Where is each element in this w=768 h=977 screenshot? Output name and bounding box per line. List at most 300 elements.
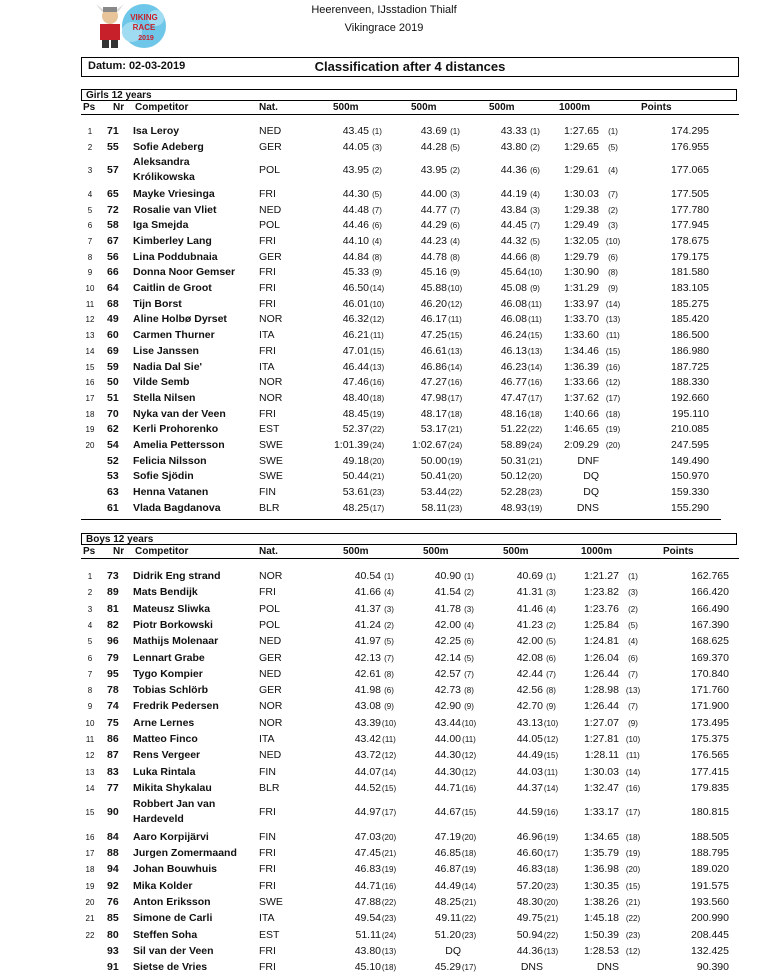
time-1000m-cell: 1:21.27 xyxy=(583,570,619,582)
time-1000m-cell: 1:28.53 xyxy=(583,944,619,957)
time-500m-2-cell: 41.54 xyxy=(434,586,461,599)
table-row xyxy=(81,298,739,314)
rank-500m-2-cell: (18) xyxy=(447,409,463,419)
rank-1000m-cell: (5) xyxy=(608,142,618,152)
table-row xyxy=(81,668,739,684)
nation-cell: ITA xyxy=(259,912,275,925)
table-row xyxy=(81,219,739,235)
rank-1000m-cell: (2) xyxy=(608,205,618,215)
time-500m-1-cell: 44.71 xyxy=(354,879,381,892)
time-500m-2-cell: 44.00 xyxy=(434,733,461,745)
number-cell: 92 xyxy=(107,879,119,892)
table-row xyxy=(81,282,739,298)
rank-500m-3-cell: (3) xyxy=(530,205,540,215)
rank-500m-3-cell: (16) xyxy=(527,378,543,388)
competitor-cell: Simone de Carli xyxy=(133,912,213,925)
table-row xyxy=(81,635,739,651)
rank-1000m-cell: (21) xyxy=(625,898,641,907)
rank-1000m-cell: (9) xyxy=(628,718,638,728)
time-500m-1-cell: 46.44 xyxy=(342,360,369,373)
rank-500m-3-cell: (11) xyxy=(528,315,542,325)
rank-500m-1-cell: (19) xyxy=(381,865,397,875)
nation-cell: FRI xyxy=(259,879,276,892)
time-500m-1-cell: 42.61 xyxy=(354,667,381,680)
column-header-row xyxy=(81,101,739,115)
position-cell: 8 xyxy=(87,252,93,262)
rank-1000m-cell: (15) xyxy=(625,881,641,891)
position-cell: 3 xyxy=(87,166,93,176)
rank-500m-1-cell: (18) xyxy=(369,393,385,403)
rank-500m-1-cell: (11) xyxy=(382,735,396,744)
time-500m-2-cell: 44.71 xyxy=(434,781,461,794)
rank-500m-2-cell: (13) xyxy=(447,346,463,356)
rank-1000m-cell: (8) xyxy=(608,268,618,278)
rank-500m-3-cell: (11) xyxy=(544,767,558,777)
competitor-cell: Mats Bendijk xyxy=(133,586,198,599)
points-cell: 149.490 xyxy=(671,454,709,467)
rank-1000m-cell: (1) xyxy=(608,127,618,136)
time-1000m-cell: DQ xyxy=(583,486,599,499)
nation-cell: BLR xyxy=(259,781,280,794)
rank-500m-2-cell: (20) xyxy=(447,472,463,482)
time-500m-2-cell: 42.25 xyxy=(434,635,461,648)
col-points: Points xyxy=(663,546,694,557)
time-1000m-cell: 1:27.07 xyxy=(583,716,619,729)
rank-500m-2-cell: (5) xyxy=(464,653,474,663)
time-1000m-cell: 1:45.18 xyxy=(583,912,619,925)
rank-500m-3-cell: (8) xyxy=(546,686,556,696)
col-500m-3: 500m xyxy=(489,102,515,113)
table-row xyxy=(81,329,739,345)
time-500m-3-cell: 44.36 xyxy=(500,164,527,177)
rank-500m-2-cell: (7) xyxy=(450,205,460,215)
nation-cell: FRI xyxy=(259,944,276,957)
time-1000m-cell: DQ xyxy=(583,470,599,483)
rank-500m-3-cell: (22) xyxy=(527,425,543,435)
number-cell: 64 xyxy=(107,282,119,294)
time-500m-2-cell: 45.29 xyxy=(434,961,461,974)
points-cell: 177.780 xyxy=(671,203,709,216)
points-cell: 174.295 xyxy=(671,125,709,137)
points-cell: 189.020 xyxy=(691,863,729,876)
time-1000m-cell: 1:24.81 xyxy=(583,635,619,648)
category-label: Boys 12 years xyxy=(81,533,737,545)
rank-500m-1-cell: (16) xyxy=(369,378,385,388)
rank-500m-2-cell: (23) xyxy=(461,930,477,940)
rank-500m-3-cell: (7) xyxy=(546,669,556,679)
points-cell: 177.505 xyxy=(671,187,709,200)
nation-cell: GER xyxy=(259,140,282,153)
time-500m-1-cell: 49.18 xyxy=(342,454,369,467)
rank-500m-1-cell: (18) xyxy=(381,963,397,973)
date-label: Datum: 02-03-2019 xyxy=(88,60,186,72)
number-cell: 62 xyxy=(107,423,119,436)
points-cell: 177.945 xyxy=(671,219,709,232)
time-1000m-cell: 1:29.61 xyxy=(563,164,599,177)
rank-500m-3-cell: (2) xyxy=(546,620,556,630)
number-cell: 58 xyxy=(107,219,119,232)
time-500m-1-cell: 46.21 xyxy=(342,329,369,342)
table-row xyxy=(81,782,739,798)
table-row xyxy=(81,717,739,733)
rank-500m-2-cell: (16) xyxy=(447,378,463,388)
points-cell: 159.330 xyxy=(671,486,709,499)
nation-cell: FIN xyxy=(259,486,276,499)
rank-500m-1-cell: (23) xyxy=(369,488,385,498)
time-1000m-cell: 1:34.46 xyxy=(563,344,599,357)
time-500m-1-cell: 46.32 xyxy=(342,313,369,326)
time-1000m-cell: 1:29.65 xyxy=(563,140,599,153)
time-1000m-cell: DNS xyxy=(576,501,599,514)
points-cell: 167.390 xyxy=(691,618,729,631)
position-cell: 9 xyxy=(87,268,93,278)
rank-500m-3-cell: (17) xyxy=(527,393,543,403)
number-cell: 77 xyxy=(107,781,119,794)
number-cell: 80 xyxy=(107,928,119,941)
number-cell: 96 xyxy=(107,635,119,648)
competitor-cell: Aleksandra Królikowska xyxy=(133,156,195,184)
rank-1000m-cell: (3) xyxy=(628,588,638,598)
competitor-cell: Rens Vergeer xyxy=(133,749,201,762)
rank-500m-1-cell: (20) xyxy=(381,832,397,842)
competitor-cell: Jurgen Zomermaand xyxy=(133,847,237,860)
position-cell: 12 xyxy=(85,315,95,325)
rank-500m-1-cell: (13) xyxy=(369,362,385,372)
nation-cell: NOR xyxy=(259,716,283,729)
points-cell: 191.575 xyxy=(691,879,729,892)
rank-1000m-cell: (22) xyxy=(625,914,641,924)
table-row xyxy=(81,486,739,502)
rank-500m-3-cell: (24) xyxy=(527,441,543,450)
time-500m-3-cell: 41.31 xyxy=(516,586,543,599)
competitor-cell: Tygo Kompier xyxy=(133,667,203,680)
time-500m-2-cell: 49.11 xyxy=(435,912,461,925)
rank-500m-1-cell: (10) xyxy=(381,718,397,728)
time-500m-2-cell: 43.69 xyxy=(420,125,447,137)
rank-500m-2-cell: (9) xyxy=(464,702,474,712)
points-cell: 179.835 xyxy=(691,781,729,794)
rank-500m-3-cell: (2) xyxy=(530,142,540,152)
time-500m-1-cell: 1:01.39 xyxy=(333,439,369,451)
rank-500m-3-cell: (4) xyxy=(530,189,540,199)
rank-500m-1-cell: (22) xyxy=(369,425,385,435)
time-500m-2-cell: 46.87 xyxy=(434,863,461,876)
time-500m-2-cell: 44.23 xyxy=(420,234,447,247)
rank-500m-1-cell: (1) xyxy=(372,127,382,136)
time-500m-2-cell: 42.00 xyxy=(434,618,461,631)
points-cell: 192.660 xyxy=(671,391,709,404)
rank-1000m-cell: (3) xyxy=(608,221,618,231)
rank-1000m-cell: (7) xyxy=(628,702,638,712)
nation-cell: ITA xyxy=(259,733,275,745)
time-500m-1-cell: 41.37 xyxy=(354,602,381,615)
rank-500m-1-cell: (21) xyxy=(369,472,385,482)
points-cell: 162.765 xyxy=(691,570,729,582)
time-1000m-cell: DNF xyxy=(577,454,599,467)
rank-500m-3-cell: (15) xyxy=(527,331,543,341)
rank-500m-2-cell: (21) xyxy=(461,898,477,907)
points-cell: 185.275 xyxy=(671,297,709,310)
competitor-cell: Lise Janssen xyxy=(133,344,199,357)
rank-500m-3-cell: (18) xyxy=(543,865,559,875)
time-500m-1-cell: 53.61 xyxy=(342,486,369,499)
table-row xyxy=(81,392,739,408)
table-row xyxy=(81,831,739,847)
time-500m-3-cell: 52.28 xyxy=(500,486,527,499)
rank-1000m-cell: (17) xyxy=(625,808,641,818)
number-cell: 52 xyxy=(107,454,119,467)
competitor-cell: Kimberley Lang xyxy=(133,234,212,247)
position-cell: 6 xyxy=(87,653,93,663)
rank-500m-3-cell: (6) xyxy=(546,653,556,663)
col-500m-1: 500m xyxy=(333,102,359,113)
rank-1000m-cell: (16) xyxy=(625,783,641,793)
rank-500m-2-cell: (14) xyxy=(447,362,463,372)
number-cell: 66 xyxy=(107,266,119,279)
nation-cell: POL xyxy=(259,164,281,177)
points-cell: 166.490 xyxy=(691,602,729,615)
column-header-row xyxy=(81,545,739,559)
rank-500m-3-cell: (16) xyxy=(543,808,559,818)
rank-500m-2-cell: (14) xyxy=(461,881,477,891)
rank-500m-1-cell: (2) xyxy=(384,620,394,630)
time-1000m-cell: 1:32.47 xyxy=(583,781,619,794)
time-500m-1-cell: 48.25 xyxy=(342,501,369,514)
time-500m-3-cell: 49.75 xyxy=(516,912,543,925)
points-cell: 188.330 xyxy=(671,376,709,389)
rank-500m-1-cell: (19) xyxy=(369,409,385,419)
number-cell: 87 xyxy=(107,749,119,762)
category-label: Girls 12 years xyxy=(81,89,737,101)
rank-1000m-cell: (17) xyxy=(605,393,621,403)
points-cell: 132.425 xyxy=(691,944,729,957)
nation-cell: POL xyxy=(259,618,281,631)
time-500m-1-cell: 48.40 xyxy=(342,391,369,404)
time-500m-2-cell: 47.98 xyxy=(420,391,447,404)
time-500m-1-cell: 47.45 xyxy=(354,847,381,860)
rank-1000m-cell: (1) xyxy=(628,572,638,581)
time-500m-2-cell: 44.77 xyxy=(420,203,447,216)
time-1000m-cell: 1:30.03 xyxy=(563,187,599,200)
time-500m-2-cell: 46.61 xyxy=(420,344,447,357)
number-cell: 78 xyxy=(107,684,119,697)
rank-500m-3-cell: (17) xyxy=(543,849,559,859)
time-500m-2-cell: 42.57 xyxy=(434,667,461,680)
position-cell: 8 xyxy=(87,686,93,696)
rank-500m-2-cell: (19) xyxy=(447,456,463,466)
time-1000m-cell: 1:26.44 xyxy=(583,700,619,713)
time-500m-3-cell: DNS xyxy=(520,961,543,974)
points-cell: 200.990 xyxy=(691,912,729,925)
number-cell: 74 xyxy=(107,700,119,713)
nation-cell: FRI xyxy=(259,297,276,310)
time-1000m-cell: 1:30.03 xyxy=(583,765,619,778)
rank-1000m-cell: (14) xyxy=(625,767,641,777)
position-cell: 1 xyxy=(87,572,93,581)
rank-1000m-cell: (6) xyxy=(628,653,638,663)
time-500m-1-cell: 47.46 xyxy=(342,376,369,389)
competitor-cell: Mathijs Molenaar xyxy=(133,635,219,648)
rank-500m-2-cell: (15) xyxy=(447,331,463,341)
number-cell: 54 xyxy=(107,439,119,451)
rank-500m-1-cell: (5) xyxy=(372,189,382,199)
table-row xyxy=(81,408,739,424)
time-500m-3-cell: 46.13 xyxy=(500,344,527,357)
col-nat: Nat. xyxy=(259,546,278,557)
rank-1000m-cell: (19) xyxy=(605,425,621,435)
points-cell: 186.980 xyxy=(671,344,709,357)
time-500m-1-cell: 47.03 xyxy=(354,830,381,843)
number-cell: 76 xyxy=(107,896,119,908)
rank-500m-3-cell: (1) xyxy=(530,127,540,136)
time-500m-3-cell: 45.64 xyxy=(500,266,527,279)
rank-500m-3-cell: (13) xyxy=(543,946,559,956)
rank-500m-3-cell: (10) xyxy=(527,268,543,278)
position-cell: 3 xyxy=(87,604,93,614)
table-row xyxy=(81,470,739,486)
number-cell: 67 xyxy=(107,234,119,247)
rank-500m-3-cell: (14) xyxy=(527,362,543,372)
rank-500m-1-cell: (4) xyxy=(384,588,394,598)
time-500m-1-cell: 43.42 xyxy=(354,733,381,745)
position-cell: 5 xyxy=(87,205,93,215)
rank-1000m-cell: (16) xyxy=(605,362,621,372)
rank-500m-3-cell: (5) xyxy=(530,236,540,246)
rank-500m-3-cell: (20) xyxy=(543,898,559,907)
table-row xyxy=(81,619,739,635)
rank-1000m-cell: (7) xyxy=(628,669,638,679)
position-cell: 22 xyxy=(85,930,95,940)
rank-500m-2-cell: (3) xyxy=(450,189,460,199)
number-cell: 83 xyxy=(107,765,119,778)
nation-cell: NED xyxy=(259,635,282,648)
competitor-cell: Mika Kolder xyxy=(133,879,193,892)
rank-1000m-cell: (12) xyxy=(605,378,621,388)
table-row xyxy=(81,423,739,439)
table-row xyxy=(81,188,739,204)
rank-500m-1-cell: (11) xyxy=(370,331,384,341)
points-cell: 168.625 xyxy=(691,635,729,648)
position-cell: 4 xyxy=(87,189,93,199)
table-row xyxy=(81,345,739,361)
number-cell: 57 xyxy=(107,164,119,177)
rank-500m-2-cell: (21) xyxy=(447,425,463,435)
nation-cell: EST xyxy=(259,928,280,941)
time-500m-3-cell: 44.32 xyxy=(500,234,527,247)
number-cell: 71 xyxy=(107,125,119,137)
position-cell: 7 xyxy=(87,669,93,679)
table-row xyxy=(81,863,739,879)
table-row xyxy=(81,929,739,945)
rank-500m-2-cell: (17) xyxy=(461,963,477,973)
time-1000m-cell: 1:30.35 xyxy=(583,879,619,892)
rank-500m-1-cell: (8) xyxy=(372,252,382,262)
position-cell: 17 xyxy=(85,393,95,403)
rank-500m-1-cell: (1) xyxy=(384,572,394,581)
position-cell: 11 xyxy=(85,735,95,744)
table-row xyxy=(81,266,739,282)
table-row xyxy=(81,896,739,912)
rank-500m-1-cell: (5) xyxy=(384,637,394,647)
rank-500m-1-cell: (14) xyxy=(369,284,385,293)
rank-500m-1-cell: (7) xyxy=(372,205,382,215)
time-500m-3-cell: 41.23 xyxy=(516,618,543,631)
divider xyxy=(81,519,721,520)
number-cell: 56 xyxy=(107,250,119,263)
col-1000m: 1000m xyxy=(581,546,613,557)
nation-cell: FRI xyxy=(259,586,276,599)
number-cell: 82 xyxy=(107,618,119,631)
table-row xyxy=(81,961,739,977)
position-cell: 17 xyxy=(85,849,95,859)
competitor-cell: Arne Lernes xyxy=(133,716,195,729)
rank-500m-2-cell: (5) xyxy=(450,142,460,152)
time-500m-3-cell: 48.16 xyxy=(500,407,527,420)
position-cell: 6 xyxy=(87,221,93,231)
time-500m-3-cell: 50.12 xyxy=(500,470,527,483)
time-1000m-cell: 1:34.65 xyxy=(583,830,619,843)
number-cell: 72 xyxy=(107,203,119,216)
table-row xyxy=(81,313,739,329)
time-500m-3-cell: 44.37 xyxy=(516,781,543,794)
time-500m-1-cell: 44.07 xyxy=(354,765,381,778)
rank-500m-2-cell: (4) xyxy=(464,620,474,630)
time-500m-3-cell: 43.84 xyxy=(500,203,527,216)
col-competitor: Competitor xyxy=(135,102,189,113)
position-cell: 14 xyxy=(85,346,95,356)
rank-1000m-cell: (12) xyxy=(625,946,641,956)
rank-500m-2-cell: (10) xyxy=(461,718,477,728)
time-1000m-cell: 1:36.39 xyxy=(563,360,599,373)
position-cell: 12 xyxy=(85,751,95,761)
nation-cell: GER xyxy=(259,684,282,697)
time-500m-2-cell: 50.00 xyxy=(420,454,447,467)
number-cell: 93 xyxy=(107,944,119,957)
time-500m-3-cell: 46.77 xyxy=(500,376,527,389)
nation-cell: ITA xyxy=(259,360,275,373)
points-cell: 90.390 xyxy=(696,961,729,974)
table-row xyxy=(81,125,739,141)
position-cell: 13 xyxy=(85,331,95,341)
time-500m-1-cell: 43.95 xyxy=(342,164,369,177)
competitor-cell: Sofie Sjödin xyxy=(133,470,194,483)
competitor-cell: Mateusz Sliwka xyxy=(133,602,211,615)
nation-cell: SWE xyxy=(259,896,283,908)
table-row xyxy=(81,502,739,518)
time-1000m-cell: 1:27.65 xyxy=(563,125,599,137)
rank-1000m-cell: (11) xyxy=(626,751,640,761)
position-cell: 10 xyxy=(85,718,95,728)
table-row xyxy=(81,847,739,863)
rank-500m-2-cell: (15) xyxy=(461,808,477,818)
competitor-cell: Didrik Eng strand xyxy=(133,570,221,582)
competitor-cell: Lina Poddubnaia xyxy=(133,250,218,263)
time-1000m-cell: 1:26.04 xyxy=(583,651,619,664)
number-cell: 51 xyxy=(107,391,119,404)
svg-text:2019: 2019 xyxy=(138,35,154,42)
position-cell: 18 xyxy=(85,409,95,419)
position-cell: 20 xyxy=(85,898,95,907)
table-row xyxy=(81,570,739,586)
rank-500m-1-cell: (22) xyxy=(381,898,397,907)
col-nr: Nr xyxy=(113,102,125,113)
number-cell: 94 xyxy=(107,863,119,876)
nation-cell: EST xyxy=(259,423,280,436)
time-500m-3-cell: 46.08 xyxy=(500,313,527,326)
nation-cell: FRI xyxy=(259,234,276,247)
points-cell: 166.420 xyxy=(691,586,729,599)
number-cell: 85 xyxy=(107,912,119,925)
